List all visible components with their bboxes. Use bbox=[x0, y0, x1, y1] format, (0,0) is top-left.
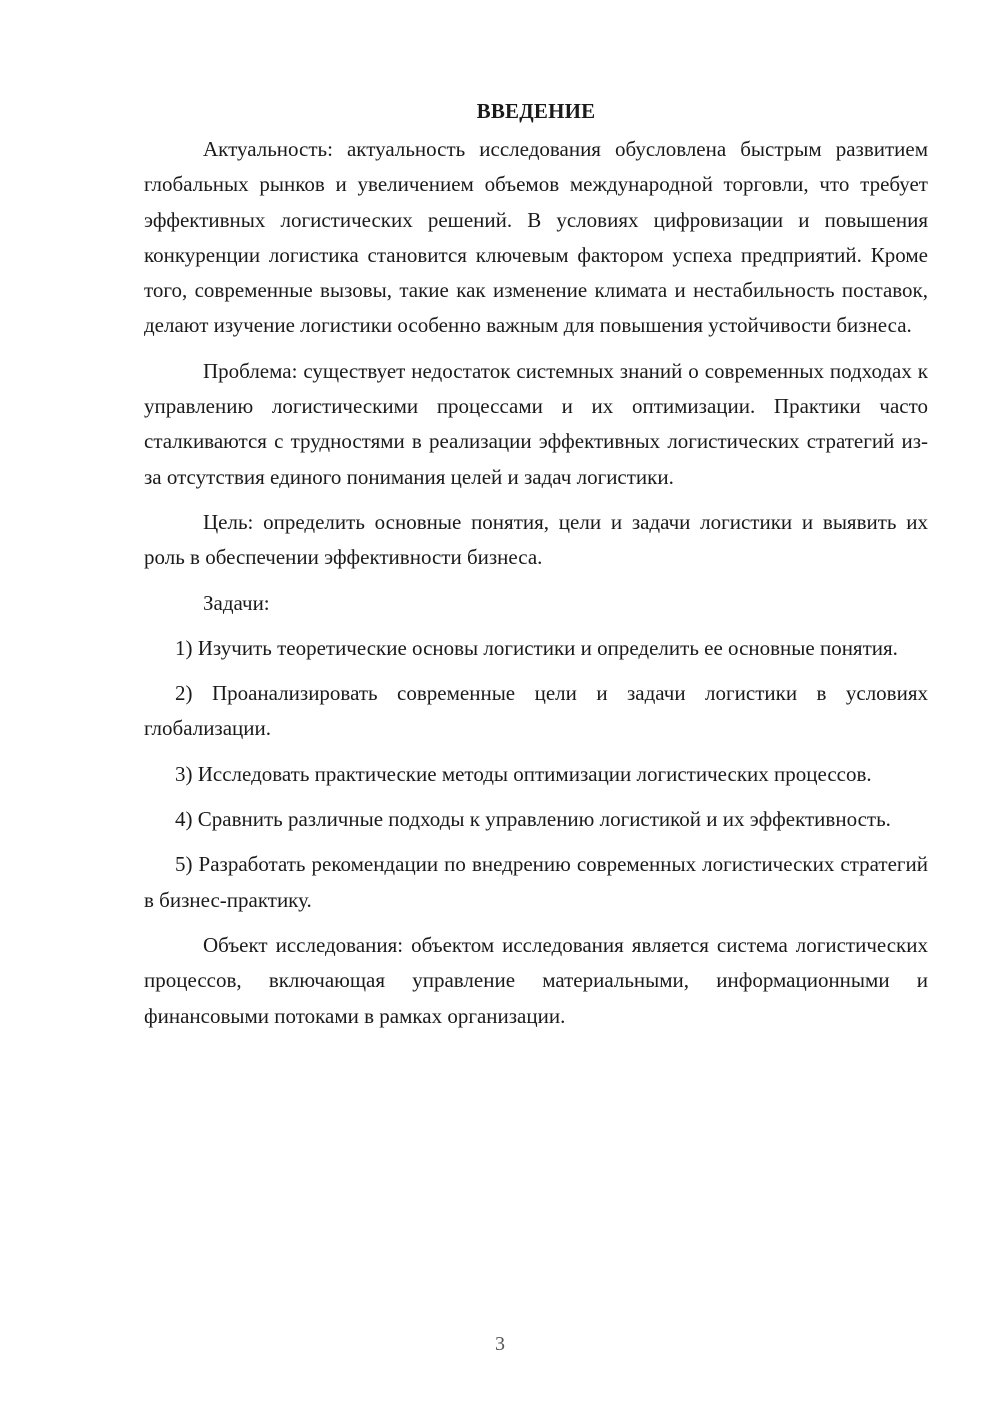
relevance-paragraph: Актуальность: актуальность исследования обусловлена быстрым развитием глобальных рынков и увеличением объемов международной торговли, что требует эффективных логистических решений. В условиях цифровизации и повышения конкуренции логистика становится ключевым фактором успеха предприятий. Кроме того, современные вызовы, такие как изменение климата и нестабильность поставок, делают изучение логистики особенно важным для повышения устойчивости бизнеса. bbox=[144, 137, 928, 338]
section-title: ВВЕДЕНИЕ bbox=[476, 99, 596, 123]
tasks-heading: Задачи: bbox=[203, 590, 270, 615]
document-page bbox=[144, 94, 928, 1044]
task-item-5: 5) Разработать рекомендации по внедрению современных логистических стратегий в бизнес-практику. bbox=[144, 852, 928, 912]
task-item-3: 3) Исследовать практические методы оптимизации логистических процессов. bbox=[175, 761, 872, 786]
object-paragraph: Объект исследования: объектом исследования является система логистических процессов, включающая управление материальными, информационными и финансовыми потоками в рамках организации. bbox=[144, 932, 928, 1028]
problem-paragraph: Проблема: существует недостаток системных знаний о современных подходах к управлению логистическими процессами и их оптимизации. Практики часто сталкиваются с трудностями в реализации эффективных логистических стратегий из-за отсутствия единого понимания целей и задач логистики. bbox=[144, 358, 928, 489]
task-item-1: 1) Изучить теоретические основы логистики и определить ее основные понятия. bbox=[175, 635, 898, 660]
page-number: 3 bbox=[495, 1333, 505, 1355]
task-item-2: 2) Проанализировать современные цели и задачи логистики в условиях глобализации. bbox=[144, 681, 928, 741]
task-item-4: 4) Сравнить различные подходы к управлению логистикой и их эффективность. bbox=[175, 807, 891, 832]
goal-paragraph: Цель: определить основные понятия, цели и задачи логистики и выявить их роль в обеспечении эффективности бизнеса. bbox=[144, 509, 928, 570]
